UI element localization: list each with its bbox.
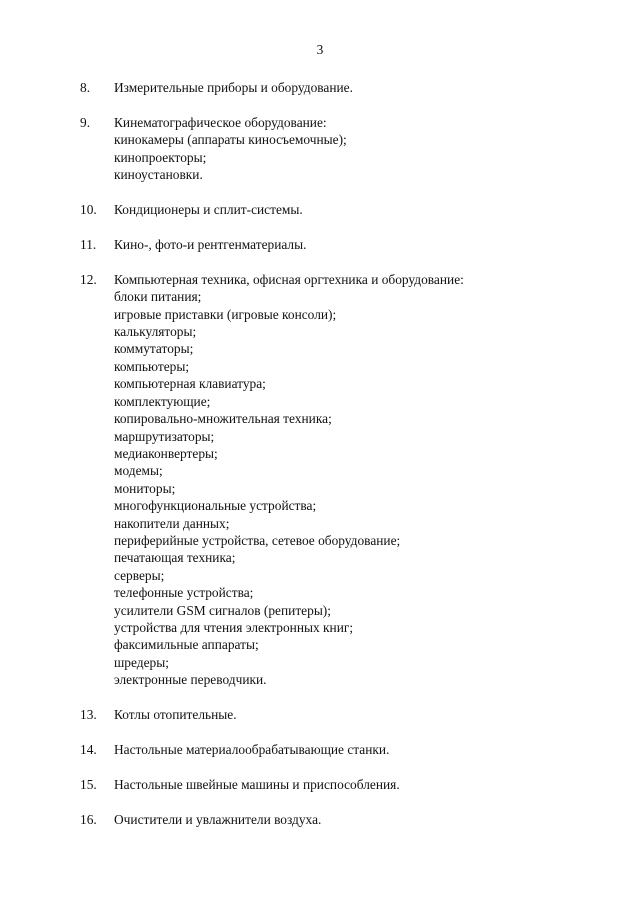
list-subitem: шредеры; [114, 654, 169, 670]
list-item-number: 9. [80, 114, 91, 130]
list-item-body [114, 706, 614, 723]
list-item-body [114, 811, 614, 828]
list-item [0, 114, 640, 184]
list-item-body [114, 79, 614, 96]
list-item-number: 12. [80, 271, 97, 287]
list-item-body [114, 114, 614, 184]
list-item [0, 201, 640, 218]
page-number: 3 [316, 42, 324, 57]
list-item-title: Измерительные приборы и оборудование. [114, 80, 353, 95]
list-subitem: кинокамеры (аппараты киносъемочные); [114, 132, 347, 148]
list-subitem: печатающая техника; [114, 550, 236, 566]
list-item-number: 10. [80, 202, 97, 218]
list-item [0, 776, 640, 793]
list-item-title: Кинематографическое оборудование: [114, 114, 327, 130]
list-subitem: устройства для чтения электронных книг; [114, 619, 354, 635]
list-item-number: 13. [80, 707, 97, 723]
list-subitem: комплектующие; [114, 393, 211, 409]
list-subitem: калькуляторы; [114, 324, 197, 340]
list-item [0, 79, 640, 96]
list-subitem: модемы; [114, 463, 163, 479]
list-subitem: киноустановки. [114, 167, 203, 183]
list-subitem: мониторы; [114, 480, 176, 496]
list-item-title: Компьютерная техника, офисная оргтехника и оборудование: [114, 271, 464, 287]
list-item [0, 271, 640, 689]
list-subitem: компьютеры; [114, 358, 190, 374]
list-item [0, 236, 640, 253]
list-item-title: Очистители и увлажнители воздуха. [114, 811, 322, 827]
list-subitem: копировально-множительная техника; [114, 411, 332, 427]
list-item-title: Настольные материалообрабатывающие станки. [114, 742, 390, 757]
list-item-number: 16. [80, 811, 97, 827]
list-subitem: кинопроекторы; [114, 149, 207, 165]
list-item-number: 11. [80, 236, 97, 252]
list-subitem: электронные переводчики. [114, 672, 267, 688]
list-item-number: 14. [80, 742, 97, 757]
list-subitem: усилители GSM сигналов (репитеры); [114, 602, 331, 618]
list-subitem: серверы; [114, 567, 165, 583]
list-subitem: коммутаторы; [114, 341, 194, 357]
list-item [0, 706, 640, 723]
list-item-title: Кино-, фото-и рентгенматериалы. [114, 236, 307, 252]
list-item-body [114, 236, 614, 253]
list-item-title: Настольные швейные машины и приспособления. [114, 776, 400, 792]
list-subitem: игровые приставки (игровые консоли); [114, 306, 337, 322]
list-subitem: телефонные устройства; [114, 585, 254, 601]
list-subitem: медиаконвертеры; [114, 445, 218, 461]
list-subitem: маршрутизаторы; [114, 428, 215, 444]
list-item-number: 15. [80, 776, 97, 792]
list-item [0, 741, 640, 758]
list-item-title: Кондиционеры и сплит-системы. [114, 202, 303, 218]
numbered-list [0, 79, 640, 846]
list-item-body [114, 271, 614, 689]
list-subitem: факсимильные аппараты; [114, 637, 259, 653]
list-subitem: накопители данных; [114, 515, 230, 531]
list-subitem: блоки питания; [114, 289, 202, 305]
list-item-title: Котлы отопительные. [114, 707, 237, 723]
list-subitem: многофункциональные устройства; [114, 498, 317, 514]
list-item-body [114, 776, 614, 793]
list-item-body [114, 741, 614, 758]
list-item [0, 811, 640, 828]
list-item-body [114, 201, 614, 218]
list-item-number: 8. [80, 80, 91, 95]
list-subitem: компьютерная клавиатура; [114, 376, 266, 392]
list-subitem: периферийные устройства, сетевое оборудование; [114, 532, 401, 548]
